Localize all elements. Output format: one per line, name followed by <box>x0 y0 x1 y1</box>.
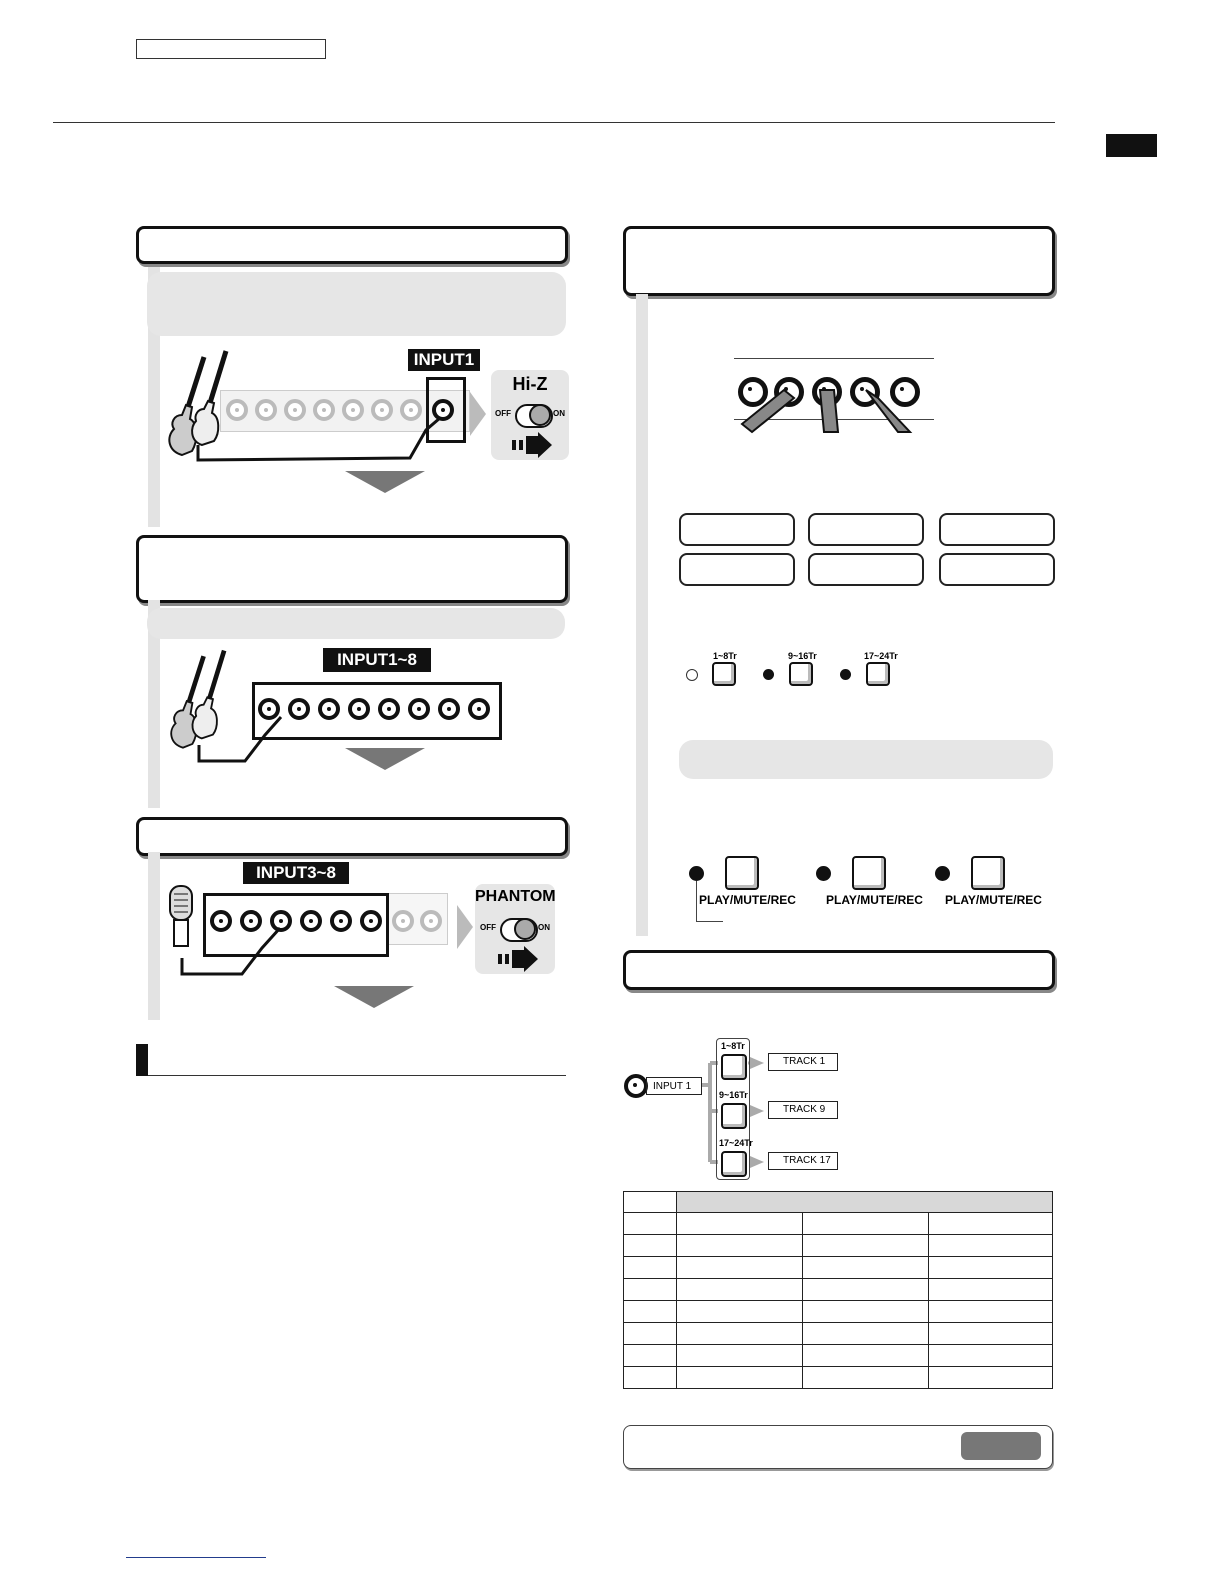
jack-2-7 <box>438 698 460 720</box>
hiz-label: Hi-Z <box>512 374 548 394</box>
assignment-table <box>623 1191 1053 1389</box>
cable-3 <box>176 918 296 978</box>
jack-3-7 <box>330 910 352 932</box>
right-step-bar <box>636 294 648 936</box>
pmr-led-2 <box>816 866 831 881</box>
closeup-plugs <box>738 386 918 434</box>
step4-note-panel <box>679 740 1053 779</box>
jack-3-6 <box>300 910 322 932</box>
table-row <box>624 1323 1053 1345</box>
phantom-toggle-knob <box>514 918 536 940</box>
pmr-button-3[interactable] <box>971 856 1005 890</box>
step1-title-box <box>136 226 568 264</box>
input1-label: INPUT1 <box>408 349 480 371</box>
routing-track-9: TRACK 9 <box>768 1101 838 1119</box>
routing-input-jack <box>624 1074 648 1098</box>
step3-down-arrow <box>334 986 414 1008</box>
table-row <box>624 1345 1053 1367</box>
track-btn-label-3: 17~24Tr <box>864 651 898 661</box>
routing-btn-label-2: 9~16Tr <box>719 1090 748 1100</box>
routing-track-17: TRACK 17 <box>768 1152 838 1170</box>
footer-link-rule <box>126 1557 266 1558</box>
option-box-2 <box>808 513 924 546</box>
hiz-on-label: ON <box>553 409 565 418</box>
pointer-arrow-3 <box>457 905 475 949</box>
jack-3-8 <box>360 910 382 932</box>
track-btn-label-1: 1~8Tr <box>713 651 737 661</box>
pmr-led-callout <box>696 881 723 922</box>
chapter-tab <box>1106 134 1157 157</box>
hiz-toggle-knob <box>529 404 551 426</box>
pmr-button-2[interactable] <box>852 856 886 890</box>
step2-note-panel <box>147 608 565 639</box>
step1-note-panel <box>147 272 566 336</box>
phantom-on-label: ON <box>538 923 550 932</box>
jack-3-1 <box>420 910 442 932</box>
table-row <box>624 1257 1053 1279</box>
pmr-button-1[interactable] <box>725 856 759 890</box>
routing-input-label: INPUT 1 <box>646 1077 702 1095</box>
input3-8-label: INPUT3~8 <box>243 862 349 884</box>
jack-2-6 <box>408 698 430 720</box>
cable-2 <box>195 705 295 765</box>
track-btn-9-16[interactable] <box>789 662 813 686</box>
routing-track-1: TRACK 1 <box>768 1053 838 1071</box>
step2-down-arrow <box>345 748 425 770</box>
jack-2-8 <box>468 698 490 720</box>
routing-btn-17-24[interactable] <box>721 1151 747 1177</box>
table-header-cell <box>624 1192 677 1213</box>
table-row <box>624 1279 1053 1301</box>
phantom-off-label: OFF <box>480 923 496 932</box>
jack-3-2 <box>392 910 414 932</box>
section-heading-marker <box>136 1044 148 1076</box>
jack-2-4 <box>348 698 370 720</box>
pmr-led-3 <box>935 866 950 881</box>
hiz-off-label: OFF <box>495 409 511 418</box>
jack-2-3 <box>318 698 340 720</box>
routing-btn-9-16[interactable] <box>721 1103 747 1129</box>
step1-down-arrow <box>345 471 425 493</box>
phantom-label: PHANTOM <box>475 888 556 905</box>
track-btn-17-24[interactable] <box>866 662 890 686</box>
option-box-4 <box>679 553 795 586</box>
pmr-led-1 <box>689 866 704 881</box>
option-box-3 <box>939 513 1055 546</box>
routing-btn-1-8[interactable] <box>721 1054 747 1080</box>
track-btn-1-8[interactable] <box>712 662 736 686</box>
option-box-1 <box>679 513 795 546</box>
header-rule <box>53 122 1055 123</box>
reference-page-badge <box>961 1432 1041 1460</box>
phantom-slide-arrow-icon <box>498 946 540 972</box>
table-row <box>624 1367 1053 1389</box>
section-heading-rule <box>148 1075 566 1076</box>
cable-1 <box>190 400 450 470</box>
routing-btn-label-1: 1~8Tr <box>721 1041 745 1051</box>
led-1-8 <box>686 669 698 681</box>
hiz-slide-arrow-icon <box>512 432 554 458</box>
pointer-arrow-1 <box>470 392 488 436</box>
left-step-bar-3 <box>148 852 160 1020</box>
pmr-label-2: PLAY/MUTE/REC <box>826 893 923 907</box>
option-box-5 <box>808 553 924 586</box>
table-row <box>624 1301 1053 1323</box>
step3-title-box <box>136 817 568 856</box>
table-header-cell <box>677 1192 1053 1213</box>
routing-btn-label-3: 17~24Tr <box>719 1138 753 1148</box>
track-btn-label-2: 9~16Tr <box>788 651 817 661</box>
step5-title-box <box>623 950 1055 990</box>
pmr-label-1: PLAY/MUTE/REC <box>699 893 796 907</box>
table-row <box>624 1213 1053 1235</box>
pmr-label-3: PLAY/MUTE/REC <box>945 893 1042 907</box>
input1-8-label: INPUT1~8 <box>323 648 431 672</box>
led-17-24 <box>840 669 851 680</box>
step2-title-box <box>136 535 568 603</box>
header-box <box>136 39 326 59</box>
jack-2-5 <box>378 698 400 720</box>
table-row <box>624 1235 1053 1257</box>
option-box-6 <box>939 553 1055 586</box>
step4-title-box <box>623 226 1055 296</box>
led-9-16 <box>763 669 774 680</box>
